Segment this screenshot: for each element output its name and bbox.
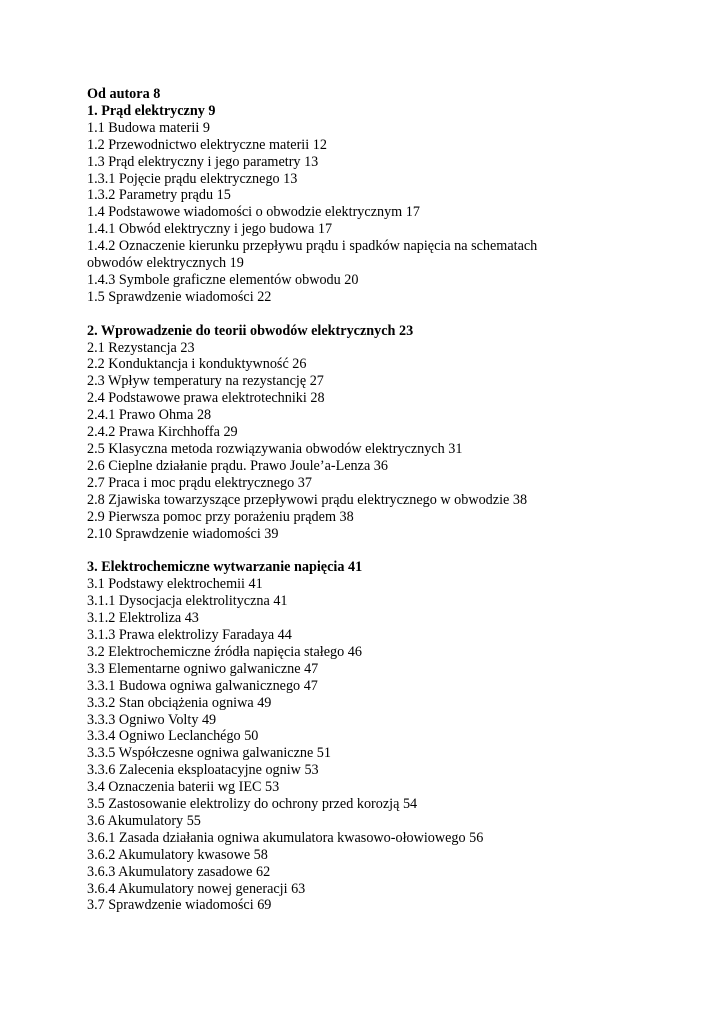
toc-section [87,323,707,543]
toc-entry: 3.1 Podstawy elektrochemii 41 [87,576,263,593]
section-gap [87,306,707,323]
toc-entry: 2.6 Cieplne działanie prądu. Prawo Joule’a-Lenza 36 [87,457,388,474]
toc-entry: 2.10 Sprawdzenie wiadomości 39 [87,525,279,542]
toc-section [87,559,707,914]
toc-entry: 3.4 Oznaczenia baterii wg IEC 53 [87,779,280,796]
toc-entry: 1.3.1 Pojęcie prądu elektrycznego 13 [87,170,298,187]
toc-entry: 3.3.6 Zalecenia eksploatacyjne ogniw 53 [87,762,319,779]
toc-entry: 2.1 Rezystancja 23 [87,339,195,356]
toc-entry: 3.6.2 Akumulatory kwasowe 58 [87,846,268,863]
toc-entry: 3.7 Sprawdzenie wiadomości 69 [87,897,272,914]
toc-entry: 1.4 Podstawowe wiadomości o obwodzie elektrycznym 17 [87,204,420,221]
toc-entry: 1.1 Budowa materii 9 [87,119,210,136]
toc-heading: 3. Elektrochemiczne wytwarzanie napięcia 41 [87,559,363,576]
toc-entry: 3.3.4 Ogniwo Leclanchégo 50 [87,728,259,745]
table-of-contents [87,86,707,914]
toc-entry: 3.3 Elementarne ogniwo galwaniczne 47 [87,660,319,677]
toc-entry: 1.4.1 Obwód elektryczny i jego budowa 17 [87,221,333,238]
toc-entry: 1.4.3 Symbole graficzne elementów obwodu 20 [87,271,359,288]
section-gap [87,542,707,559]
toc-entry: 2.8 Zjawiska towarzyszące przepływowi prądu elektrycznego w obwodzie 38 [87,491,528,508]
toc-entry: 1.5 Sprawdzenie wiadomości 22 [87,288,272,305]
toc-entry: 2.4.1 Prawo Ohma 28 [87,407,212,424]
toc-entry: 3.3.1 Budowa ogniwa galwanicznego 47 [87,677,318,694]
toc-heading: Od autora 8 [87,86,161,102]
toc-entry: 3.2 Elektrochemiczne źródła napięcia stałego 46 [87,643,362,660]
toc-entry: 2.4.2 Prawa Kirchhoffa 29 [87,424,238,441]
toc-entry: 2.4 Podstawowe prawa elektrotechniki 28 [87,390,325,407]
toc-entry: 1.4.2 Oznaczenie kierunku przepływu prądu i spadków napięcia na schematach obwodów elektrycznych 19 [87,238,538,272]
toc-entry: 3.6.1 Zasada działania ogniwa akumulatora kwasowo-ołowiowego 56 [87,829,484,846]
toc-entry: 3.6 Akumulatory 55 [87,812,201,829]
toc-entry: 3.3.5 Współczesne ogniwa galwaniczne 51 [87,745,331,762]
toc-entry: 2.2 Konduktancja i konduktywność 26 [87,356,307,373]
toc-entry: 2.5 Klasyczna metoda rozwiązywania obwodów elektrycznych 31 [87,441,463,458]
toc-entry: 3.3.2 Stan obciążenia ogniwa 49 [87,694,272,711]
toc-entry: 2.9 Pierwsza pomoc przy porażeniu prądem 38 [87,508,354,525]
toc-entry: 3.6.4 Akumulatory nowej generacji 63 [87,880,306,897]
toc-entry: 1.2 Przewodnictwo elektryczne materii 12 [87,136,327,153]
toc-heading: 2. Wprowadzenie do teorii obwodów elektrycznych 23 [87,322,414,339]
toc-entry: 3.1.1 Dysocjacja elektrolityczna 41 [87,593,288,610]
toc-heading: 1. Prąd elektryczny 9 [87,102,216,119]
toc-section [87,86,707,306]
toc-entry: 1.3 Prąd elektryczny i jego parametry 13 [87,153,319,170]
toc-entry: 3.3.3 Ogniwo Volty 49 [87,711,217,728]
toc-entry: 2.7 Praca i moc prądu elektrycznego 37 [87,474,312,491]
toc-entry: 3.1.3 Prawa elektrolizy Faradaya 44 [87,626,292,643]
toc-entry: 2.3 Wpływ temperatury na rezystancję 27 [87,373,324,390]
toc-entry: 3.6.3 Akumulatory zasadowe 62 [87,863,271,880]
toc-entry: 3.1.2 Elektroliza 43 [87,610,199,627]
toc-entry: 3.5 Zastosowanie elektrolizy do ochrony przed korozją 54 [87,796,418,813]
toc-entry: 1.3.2 Parametry prądu 15 [87,187,231,204]
